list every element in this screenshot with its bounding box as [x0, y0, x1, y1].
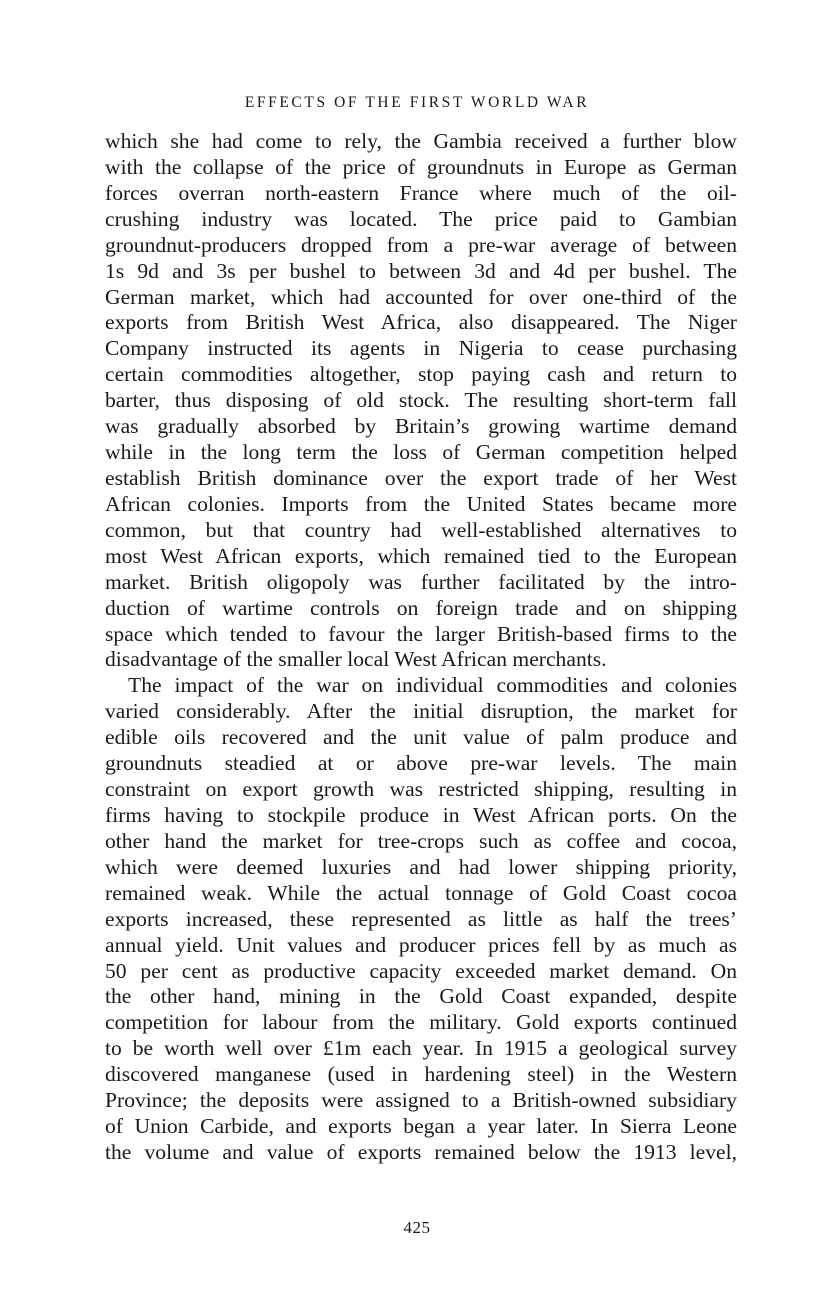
text-line: 1s 9d and 3s per bushel to between 3d and 4d per bushel. The [105, 258, 737, 283]
paragraph-2 [105, 673, 737, 1166]
text-line: forces overran north-eastern France where much of the oil- [105, 180, 737, 205]
text-line: exports from British West Africa, also disappeared. The Niger [105, 310, 737, 335]
text-line: constraint on export growth was restricted shipping, resulting in [105, 777, 737, 802]
text-line: firms having to stockpile produce in West African ports. On the [105, 802, 737, 827]
text-line: varied considerably. After the initial disruption, the market for [105, 699, 737, 724]
text-line: with the collapse of the price of groundnuts in Europe as German [105, 154, 737, 179]
text-line: to be worth well over £1m each year. In 1915 a geological survey [105, 1036, 737, 1061]
text-line: barter, thus disposing of old stock. The resulting short-term fall [105, 388, 737, 413]
text-line: annual yield. Unit values and producer prices fell by as much as [105, 932, 737, 957]
paragraph-1 [105, 129, 737, 673]
text-line: competition for labour from the military. Gold exports continued [105, 1010, 737, 1035]
text-line: space which tended to favour the larger British-based firms to the [105, 621, 737, 646]
text-line: Company instructed its agents in Nigeria to cease purchasing [105, 336, 737, 361]
text-line: 50 per cent as productive capacity exceeded market demand. On [105, 958, 737, 983]
text-line: edible oils recovered and the unit value of palm produce and [105, 725, 737, 750]
text-line: certain commodities altogether, stop paying cash and return to [105, 362, 737, 387]
text-line: which she had come to rely, the Gambia received a further blow [105, 129, 737, 153]
text-line: German market, which had accounted for over one-third of the [105, 284, 737, 309]
text-line: other hand the market for tree-crops such as coffee and cocoa, [105, 828, 737, 853]
text-line: disadvantage of the smaller local West African merchants. [105, 647, 607, 672]
page-number: 425 [403, 1218, 431, 1237]
text-line: the other hand, mining in the Gold Coast expanded, despite [105, 984, 737, 1009]
body-text [105, 129, 737, 1166]
text-line: Province; the deposits were assigned to a British-owned subsidiary [105, 1088, 737, 1113]
text-line: most West African exports, which remained tied to the European [105, 543, 737, 568]
text-line: groundnuts steadied at or above pre-war levels. The main [105, 751, 737, 776]
text-line: remained weak. While the actual tonnage of Gold Coast cocoa [105, 880, 737, 905]
text-line: while in the long term the loss of German competition helped [105, 440, 737, 465]
text-line: The impact of the war on individual commodities and colonies [128, 673, 737, 698]
text-line: was gradually absorbed by Britain’s growing wartime demand [105, 414, 737, 439]
text-line: establish British dominance over the export trade of her West [105, 465, 737, 490]
text-line: of Union Carbide, and exports began a year later. In Sierra Leone [105, 1114, 737, 1139]
text-line: common, but that country had well-established alternatives to [105, 517, 737, 542]
text-line: exports increased, these represented as little as half the trees’ [105, 906, 737, 931]
text-line: market. British oligopoly was further facilitated by the intro- [105, 569, 737, 594]
text-line: duction of wartime controls on foreign trade and on shipping [105, 595, 737, 620]
text-line: the volume and value of exports remained below the 1913 level, [105, 1139, 737, 1164]
text-line: discovered manganese (used in hardening steel) in the Western [105, 1062, 737, 1087]
text-line: African colonies. Imports from the United States became more [105, 491, 737, 516]
text-line: groundnut-producers dropped from a pre-war average of between [105, 232, 737, 257]
text-line: which were deemed luxuries and had lower shipping priority, [105, 854, 737, 879]
running-head: EFFECTS OF THE FIRST WORLD WAR [244, 94, 590, 111]
text-line: crushing industry was located. The price paid to Gambian [105, 206, 737, 231]
